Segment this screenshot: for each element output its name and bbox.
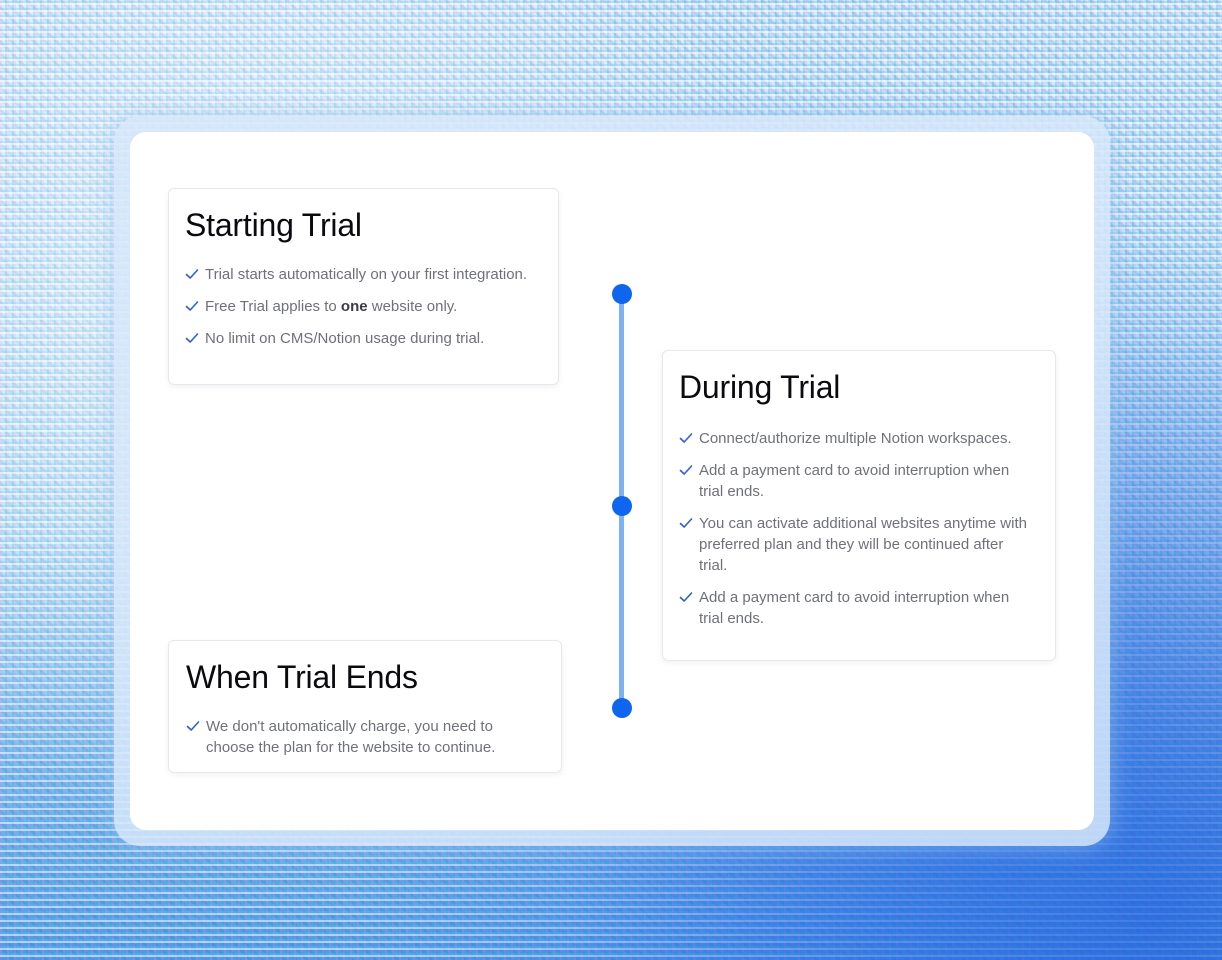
list-item	[679, 428, 1035, 449]
list-item	[679, 513, 1035, 576]
starting-trial-card	[168, 188, 559, 385]
list-item-text: Add a payment card to avoid interruption when trial ends.	[699, 462, 1010, 500]
starting-trial-title: Starting Trial	[185, 207, 362, 243]
check-icon	[186, 719, 200, 733]
when-trial-ends-card	[168, 640, 562, 773]
list-item	[185, 296, 538, 317]
check-icon	[185, 267, 199, 281]
list-item-text-after: website only.	[367, 298, 458, 315]
list-item-text	[205, 296, 538, 317]
list-item	[185, 264, 538, 285]
during-trial-card	[662, 350, 1056, 661]
list-item-text: Trial starts automatically on your first integration.	[205, 266, 528, 283]
list-item	[185, 328, 538, 349]
timeline-dot-start	[612, 284, 632, 304]
during-trial-title: During Trial	[679, 369, 841, 405]
timeline-dot-end	[612, 698, 632, 718]
check-icon	[679, 516, 693, 530]
list-item-text: We don't automatically charge, you need to choose the plan for the website to continue.	[206, 718, 496, 756]
when-trial-ends-title: When Trial Ends	[186, 659, 418, 695]
timeline-dot-during	[612, 496, 632, 516]
list-item-text-bold: one	[340, 298, 368, 315]
list-item	[679, 587, 1035, 629]
list-item-text: You can activate additional websites anytime with preferred plan and they will be continued after trial.	[699, 515, 1027, 574]
check-icon	[679, 463, 693, 477]
when-trial-ends-list	[186, 716, 541, 758]
list-item-text: Connect/authorize multiple Notion workspaces.	[699, 430, 1012, 447]
list-item	[679, 460, 1035, 502]
starting-trial-list	[185, 264, 538, 349]
list-item	[186, 716, 541, 758]
check-icon	[185, 299, 199, 313]
list-item-text-before: Free Trial applies to	[205, 298, 341, 315]
check-icon	[679, 590, 693, 604]
check-icon	[185, 331, 199, 345]
list-item-text: No limit on CMS/Notion usage during trial.	[205, 330, 485, 347]
during-trial-list	[679, 428, 1035, 629]
list-item-text: Add a payment card to avoid interruption when trial ends.	[699, 589, 1010, 627]
check-icon	[679, 431, 693, 445]
